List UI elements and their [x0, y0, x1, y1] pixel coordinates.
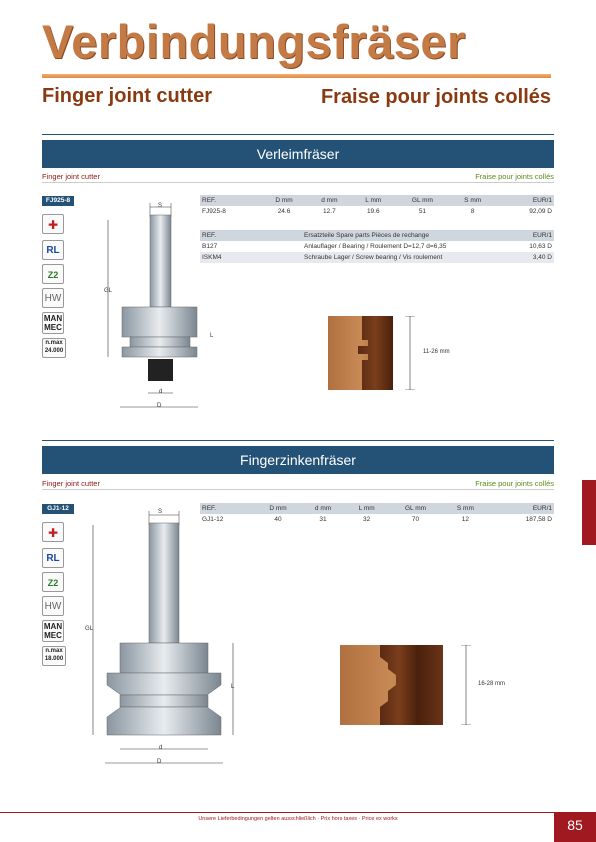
dim-D-label: D	[157, 759, 162, 765]
th-S: S mm	[443, 503, 488, 514]
page-title: Verbindungsfräser	[42, 15, 466, 68]
chapter-tab	[582, 480, 596, 545]
parts-cell-eur: 10,63 D	[529, 243, 552, 250]
th-eur: EUR/1	[488, 503, 554, 514]
man-label: MAN	[43, 622, 63, 631]
table-header-row	[200, 195, 554, 206]
z2-icon: Z2	[42, 572, 64, 592]
parts-header-row	[200, 230, 554, 241]
hw-icon: HW	[42, 596, 64, 616]
section2-code-tag: GJ1-12	[42, 504, 74, 514]
title-rule	[42, 74, 551, 78]
footer-text: Unsere Lieferbedingungen gelten ausschließlich · Prix hors taxes · Price ex works	[198, 816, 398, 822]
man-mec-icon	[42, 620, 64, 642]
th-ref: REF.	[200, 195, 261, 206]
section1-code-tag: FJ925-8	[42, 196, 74, 206]
section2-spec-table	[200, 503, 554, 525]
dim-gl-label: GL	[85, 626, 94, 632]
section1-range-dim	[405, 316, 415, 390]
cell-GL: 70	[411, 516, 420, 523]
dim-l-label: L	[231, 684, 235, 690]
cell-D: 40	[274, 516, 282, 523]
parts-th-eur: EUR/1	[515, 230, 554, 241]
rl-icon: RL	[42, 240, 64, 260]
cell-eur: 187,58 D	[525, 516, 552, 523]
parts-cell-desc: Schraube Lager / Screw bearing / Vis roulement	[302, 252, 515, 263]
rpm-icon	[42, 338, 66, 358]
rpm-icon	[42, 646, 66, 666]
parts-cell-ref: B127	[202, 243, 218, 250]
section1-divider	[42, 182, 554, 183]
dim-l-label: L	[210, 333, 214, 339]
cell-eur: 92,09 D	[529, 208, 552, 215]
rpm-label: n.max	[45, 648, 63, 654]
section1-parts-table	[200, 230, 554, 263]
mec-label: MEC	[44, 631, 62, 640]
cell-d: 12.7	[323, 208, 336, 215]
cell-GL: 51	[418, 208, 427, 215]
th-L: L mm	[345, 503, 388, 514]
cell-S: 8	[470, 208, 475, 215]
table-header-row	[200, 503, 554, 514]
section2-divider	[42, 489, 554, 490]
th-GL: GL mm	[395, 195, 450, 206]
section2-range-label: 16-28 mm	[478, 681, 506, 687]
th-ref: REF.	[200, 503, 255, 514]
section2-joint-image	[340, 645, 443, 725]
section2-top-line	[42, 440, 554, 441]
parts-th-desc: Ersatzteile Spare parts Pièces de rechange	[302, 230, 515, 241]
section1-label-en: Finger joint cutter	[42, 172, 100, 181]
table-row	[200, 514, 554, 525]
cell-ref: FJ925-8	[202, 208, 226, 215]
th-eur: EUR/1	[496, 195, 554, 206]
section1-range-label: 11-26 mm	[423, 349, 450, 355]
th-D: D mm	[261, 195, 308, 206]
table-row	[200, 252, 554, 263]
th-d: d mm	[307, 195, 351, 206]
th-L: L mm	[351, 195, 395, 206]
cell-D: 24.6	[277, 208, 291, 215]
cell-L: 32	[363, 516, 371, 523]
z2-icon: Z2	[42, 264, 64, 284]
rpm-label: n.max	[45, 340, 63, 346]
th-d: d mm	[301, 503, 345, 514]
mec-label: MEC	[44, 323, 62, 332]
dim-d-label: d	[159, 745, 163, 751]
section2-cutter-drawing	[85, 505, 245, 770]
section1-spec-table	[200, 195, 554, 217]
dim-s-label: S	[158, 203, 163, 209]
rpm-value: 24.000	[44, 348, 64, 354]
dim-D-label: D	[157, 403, 162, 409]
cell-S: 12	[461, 516, 469, 523]
th-S: S mm	[450, 195, 496, 206]
section2-label-en: Finger joint cutter	[42, 479, 100, 488]
table-row	[200, 206, 554, 217]
man-mec-icon	[42, 312, 64, 334]
subtitle-english: Finger joint cutter	[42, 85, 212, 107]
section1-title-bar: Verleimfräser	[42, 140, 554, 168]
th-D: D mm	[255, 503, 301, 514]
section2-label-fr: Fraise pour joints collés	[475, 479, 554, 488]
rotation-icon: ✚	[42, 522, 64, 542]
rotation-icon: ✚	[42, 214, 64, 234]
section1-label-fr: Fraise pour joints collés	[475, 172, 554, 181]
hw-icon: HW	[42, 288, 64, 308]
dim-gl-label: GL	[104, 288, 113, 294]
dim-s-label: S	[158, 509, 163, 515]
rpm-value: 18.000	[44, 656, 64, 662]
cell-L: 19.6	[366, 208, 380, 215]
cell-ref: GJ1-12	[202, 516, 224, 523]
rl-icon: RL	[42, 548, 64, 568]
dim-d-label: d	[159, 389, 163, 395]
section1-cutter-drawing	[100, 195, 200, 415]
footer-line	[0, 812, 596, 813]
parts-th-ref: REF.	[200, 230, 302, 241]
section1-joint-image	[328, 316, 393, 390]
section1-top-line	[42, 134, 554, 135]
section2-title-bar: Fingerzinkenfräser	[42, 446, 554, 474]
subtitle-french: Fraise pour joints collés	[320, 86, 551, 108]
man-label: MAN	[43, 314, 63, 323]
parts-cell-desc: Anlauflager / Bearing / Roulement D=12,7 d=6,35	[304, 243, 447, 250]
parts-cell-eur: 3,40 D	[515, 252, 554, 263]
cell-d: 31	[319, 516, 327, 523]
th-GL: GL mm	[388, 503, 442, 514]
parts-cell-ref: ISKM4	[200, 252, 302, 263]
section2-range-dim	[461, 645, 471, 725]
page-number: 85	[554, 813, 596, 842]
table-row	[200, 241, 554, 252]
